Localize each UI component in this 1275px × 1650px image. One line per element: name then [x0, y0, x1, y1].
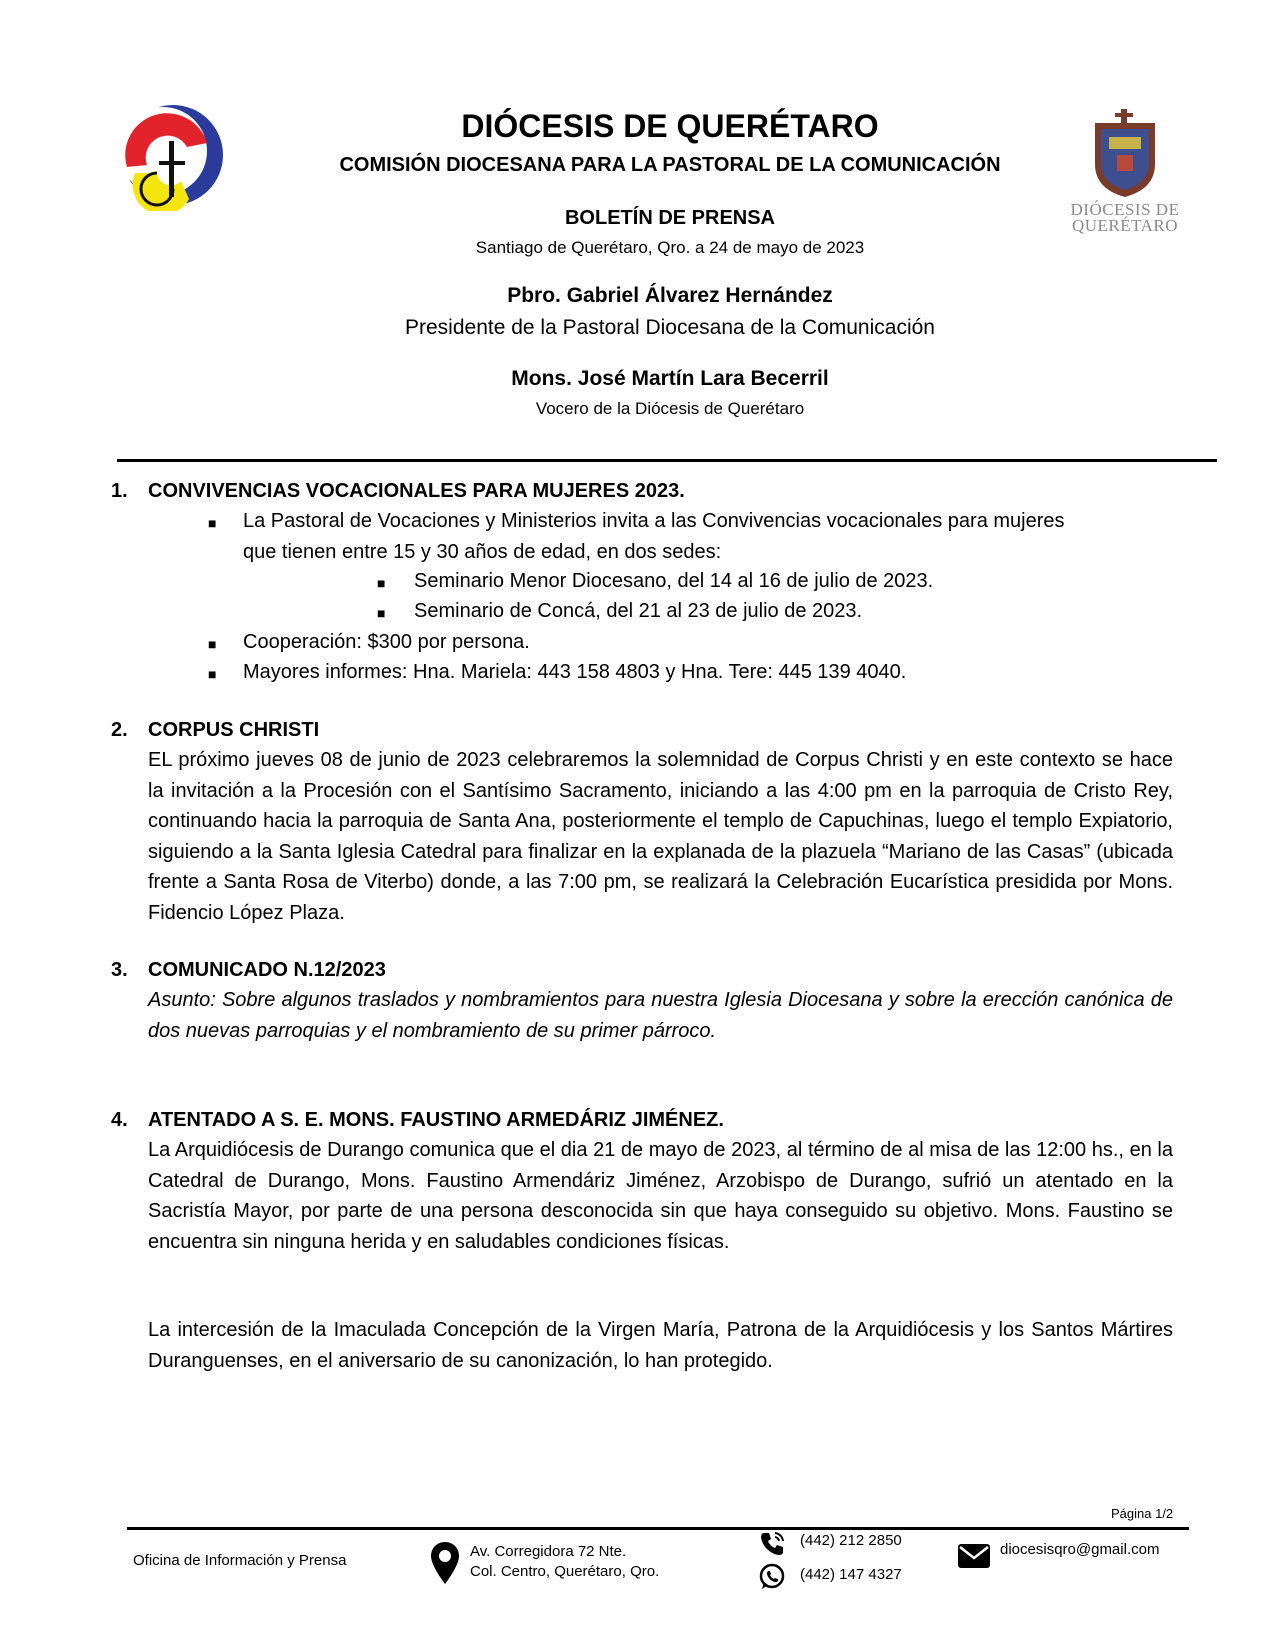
- phone-icon: [758, 1530, 786, 1558]
- section-body: EL próximo jueves 08 de junio de 2023 celebraremos la solemnidad de Corpus Christi y en este contexto se hace la invitación a la Procesión con el Santísimo Sacramento, iniciando a las 4:00 pm en la parroquia de Cristo Rey, continuando hacia la parroquia de Santa Ana, posteriormente el templo de Capuchinas, luego el templo Expiatorio, siguiendo a la Santa Iglesia Catedral para finalizar en la explanada de la plazuela “Mariano de las Casas” (ubicada frente a Santa Rosa de Viterbo) donde, a las 7:00 pm, se realizará la Celebración Eucarística presidida por Mons. Fidencio López Plaza.: [148, 749, 1173, 924]
- location-pin-icon: [431, 1542, 459, 1584]
- section-number: 4.: [111, 1109, 128, 1131]
- person2-name: Mons. José Martín Lara Becerril: [511, 367, 829, 390]
- bulletin-heading: BOLETÍN DE PRENSA: [564, 207, 776, 229]
- page-title: DIÓCESIS DE QUERÉTARO: [461, 108, 879, 144]
- person1-name: Pbro. Gabriel Álvarez Hernández: [507, 284, 833, 307]
- person1-role: Presidente de la Pastoral Diocesana de la Comunicación: [405, 316, 935, 339]
- list-item: Cooperación: $300 por persona.: [243, 631, 530, 653]
- header-divider: [117, 459, 1217, 462]
- bullet-icon: ■: [208, 636, 217, 652]
- section-title: ATENTADO A S. E. MONS. FAUSTINO ARMEDÁRIZ JIMÉNEZ.: [148, 1109, 724, 1131]
- section-number: 2.: [111, 719, 128, 741]
- section-body-2: La intercesión de la Imaculada Concepción de la Virgen María, Patrona de la Arquidiócesis y los Santos Mártires Duranguenses, en el aniversario de su canonización, lo han protegido.: [148, 1319, 1173, 1372]
- bullet-icon: ■: [208, 666, 217, 682]
- address-line1: Av. Corregidora 72 Nte.: [470, 1543, 627, 1560]
- section-title: COMUNICADO N.12/2023: [148, 959, 386, 981]
- list-item: La Pastoral de Vocaciones y Ministerios invita a las Convivencias vocacionales para mujeres: [243, 510, 1065, 532]
- section-title: CONVIVENCIAS VOCACIONALES PARA MUJERES 2023.: [148, 480, 685, 502]
- crest-text-line2: QUERÉTARO: [1071, 216, 1179, 235]
- page-number: Página 1/2: [1111, 1506, 1174, 1521]
- phone-number-2: (442) 147 4327: [800, 1566, 902, 1583]
- list-item: Mayores informes: Hna. Mariela: 443 158 4803 y Hna. Tere: 445 139 4040.: [243, 661, 907, 683]
- bullet-icon: ■: [208, 515, 217, 531]
- section-body: Asunto: Sobre algunos traslados y nombramientos para nuestra Iglesia Diocesana y sobre la erección canónica de dos nuevas parroquias y el nombramiento de su primer párroco.: [148, 989, 1173, 1042]
- office-name: Oficina de Información y Prensa: [133, 1552, 347, 1569]
- list-item-continuation: que tienen entre 15 y 30 años de edad, en dos sedes:: [243, 541, 722, 563]
- bullet-icon: ■: [377, 605, 386, 621]
- footer-divider: [127, 1527, 1189, 1530]
- crest-text-line1: DIÓCESIS DE: [1070, 200, 1180, 219]
- dateline: Santiago de Querétaro, Qro. a 24 de mayo de 2023: [475, 238, 865, 257]
- phone-number-1: (442) 212 2850: [800, 1532, 902, 1549]
- section-title: CORPUS CHRISTI: [148, 719, 320, 741]
- section-number: 1.: [111, 480, 128, 502]
- sub-list-item: Seminario de Concá, del 21 al 23 de julio de 2023.: [414, 600, 863, 622]
- person2-role: Vocero de la Diócesis de Querétaro: [535, 399, 805, 418]
- envelope-icon: [958, 1544, 990, 1568]
- section-number: 3.: [111, 959, 128, 981]
- section-body: La Arquidiócesis de Durango comunica que el dia 21 de mayo de 2023, al término de al misa de las 12:00 hs., en la Catedral de Durango, Mons. Faustino Armendáriz Jiménez, Arzobispo de Durango, sufrió un atentado en la Sacristía Mayor, por parte de una persona desconocida sin que haya conseguido su objetivo. Mons. Faustino se encuentra sin ninguna herida y en saludables condiciones físicas.: [148, 1139, 1173, 1253]
- address-line2: Col. Centro, Querétaro, Qro.: [470, 1563, 660, 1580]
- sub-list-item: Seminario Menor Diocesano, del 14 al 16 de julio de 2023.: [414, 570, 934, 592]
- commission-name: COMISIÓN DIOCESANA PARA LA PASTORAL DE LA COMUNICACIÓN: [339, 154, 1001, 176]
- bullet-icon: ■: [377, 575, 386, 591]
- whatsapp-icon: [758, 1563, 786, 1591]
- email-address: diocesisqro@gmail.com: [1000, 1541, 1160, 1558]
